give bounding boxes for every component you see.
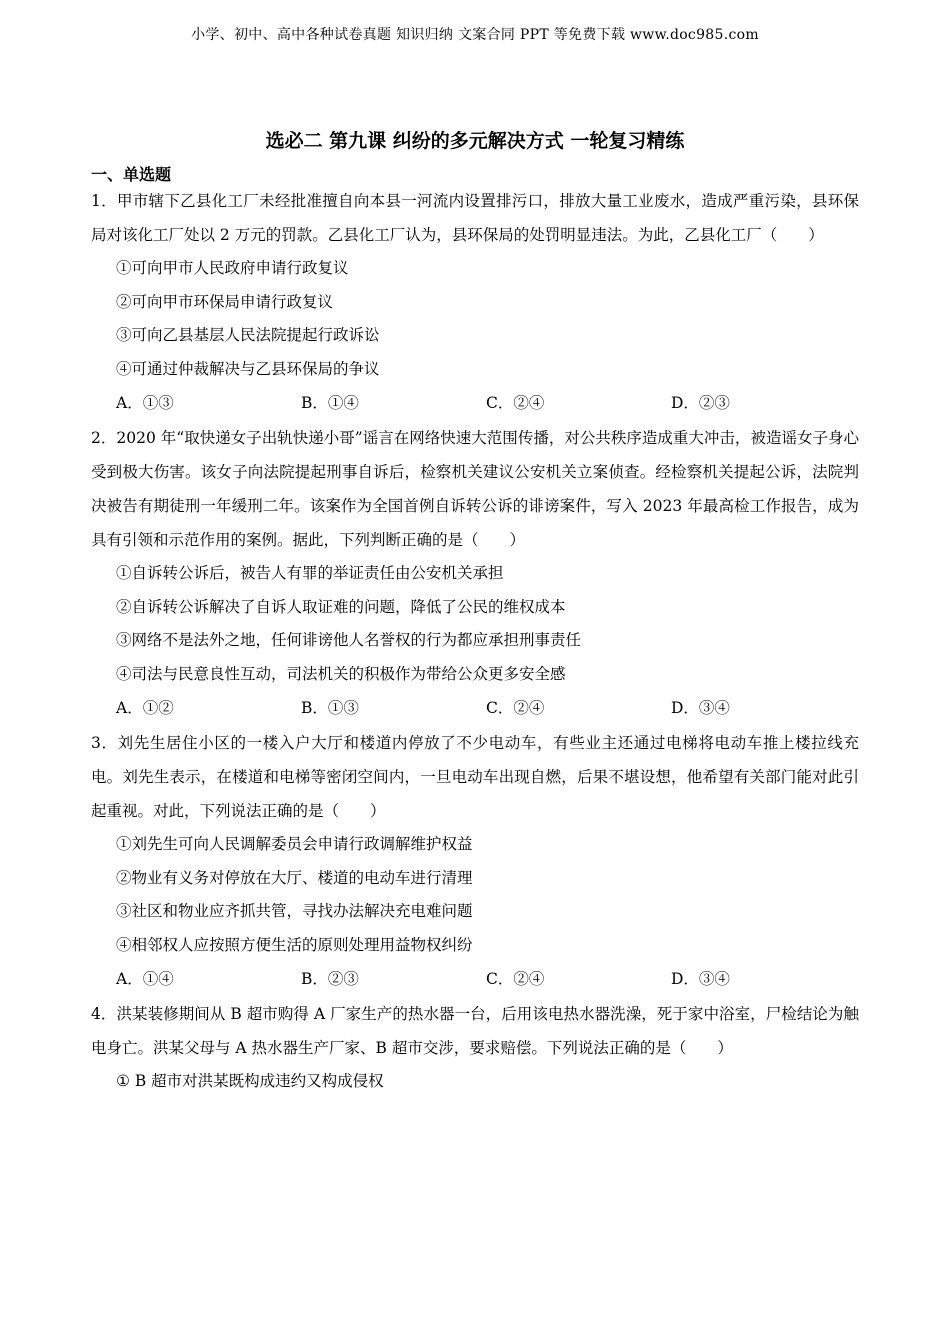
option-item: ① B 超市对洪某既构成违约又构成侵权 [116, 1072, 384, 1090]
page-title: 选必二 第九课 纠纷的多元解决方式 一轮复习精练 [265, 130, 685, 152]
section-heading: 一、单选题 [91, 165, 172, 184]
option-item: ③可向乙县基层人民法院提起行政诉讼 [116, 326, 380, 344]
option-item: ④相邻权人应按照方便生活的原则处理用益物权纠纷 [116, 935, 473, 954]
answer-choices [91, 691, 859, 726]
page-header: 小学、初中、高中各种试卷真题 知识归纳 文案合同 PPT 等免费下载 www.doc985.com [191, 27, 759, 43]
choice-c: C．②④ [486, 970, 545, 988]
choice-d: D．③④ [671, 970, 730, 988]
option-item: ④司法与民意良性互动，司法机关的积极作为带给公众更多安全感 [116, 664, 566, 683]
choice-a: A．①③ [116, 394, 174, 412]
answer-choices [91, 386, 859, 421]
question-1 [91, 184, 859, 421]
choice-c: C．②④ [486, 394, 545, 412]
choice-c: C．②④ [486, 699, 545, 717]
choice-a: A．①② [116, 699, 174, 717]
option-item: ②可向甲市环保局申请行政复议 [116, 292, 334, 311]
question-stem: 1．甲市辖下乙县化工厂未经批准擅自向本县一河流内设置排污口，排放大量工业废水，造成严重污染，县环保局对该化工厂处以 2 万元的罚款。乙县化工厂认为，县环保局的处罚明显违法。为此，乙县化工厂（ ） [91, 192, 859, 244]
choice-d: D．②③ [671, 394, 730, 412]
option-item: ①刘先生可向人民调解委员会申请行政调解维护权益 [116, 835, 473, 853]
question-4 [91, 997, 859, 1099]
question-stem: 4．洪某装修期间从 B 超市购得 A 厂家生产的热水器一台，后用该电热水器洗澡，死于家中浴室，尸检结论为触电身亡。洪某父母与 A 热水器生产厂家、B 超市交涉，要求赔偿。下列说法正确的是（ ） [91, 1005, 859, 1057]
choice-b: B．②③ [301, 970, 359, 988]
choice-b: B．①③ [301, 699, 359, 717]
choice-b: B．①④ [301, 394, 359, 412]
question-stem: 2．2020 年“取快递女子出轨快递小哥”谣言在网络快速大范围传播，对公共秩序造成重大冲击，被造谣女子身心受到极大伤害。该女子向法院提起刑事自诉后，检察机关建议公安机关立案侦查。经检察机关提起公诉，法院判决被告有期徒刑一年缓刑二年。该案作为全国首例自诉转公诉的诽谤案件，写入 2023 年最高检工作报告，成为具有引领和示范作用的案例。据此，下列判断正确的是（ ） [91, 429, 859, 549]
option-item: ③网络不是法外之地，任何诽谤他人名誉权的行为都应承担刑事责任 [116, 631, 582, 649]
question-stem: 3．刘先生居住小区的一楼入户大厅和楼道内停放了不少电动车，有些业主还通过电梯将电动车推上楼拉线充电。刘先生表示，在楼道和电梯等密闭空间内，一旦电动车出现自燃，后果不堪设想，他希望有关部门能对此引起重视。对此，下列说法正确的是（ ） [91, 734, 859, 820]
choice-a: A．①④ [116, 970, 174, 988]
option-item: ①可向甲市人民政府申请行政复议 [116, 259, 349, 277]
option-item: ②自诉转公诉解决了自诉人取证难的问题，降低了公民的维权成本 [116, 597, 566, 616]
option-item: ③社区和物业应齐抓共管，寻找办法解决充电难问题 [116, 902, 473, 920]
question-list [91, 184, 859, 1099]
answer-choices [91, 962, 859, 997]
option-item: ④可通过仲裁解决与乙县环保局的争议 [116, 359, 380, 378]
question-3 [91, 726, 859, 997]
option-item: ①自诉转公诉后，被告人有罪的举证责任由公安机关承担 [116, 564, 504, 582]
choice-d: D．③④ [671, 699, 730, 717]
option-item: ②物业有义务对停放在大厅、楼道的电动车进行清理 [116, 868, 473, 887]
question-2 [91, 421, 859, 726]
